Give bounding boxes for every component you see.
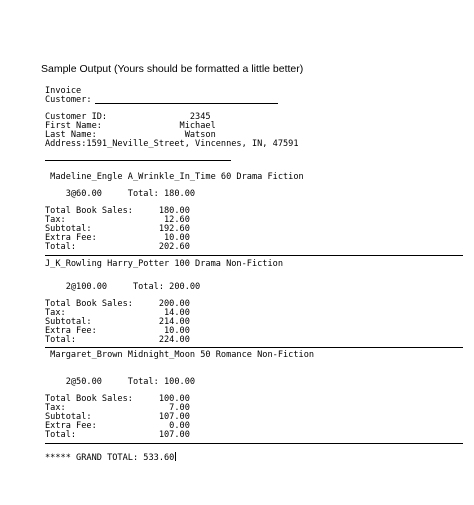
book-qty-line: 3@60.00 Total: 180.00 <box>45 189 196 199</box>
book-summary: Total Book Sales: 100.00 Tax: 7.00 Subtotal: 107.00 Extra Fee: 0.00 Total: 107.00 <box>45 394 190 440</box>
grand-total-row <box>45 447 176 465</box>
book-summary: Total Book Sales: 200.00 Tax: 14.00 Subtotal: 214.00 Extra Fee: 10.00 Total: 224.00 <box>45 299 190 345</box>
customer-label: Customer: <box>45 95 92 105</box>
invoice-title: Invoice <box>45 86 82 96</box>
book-divider <box>45 443 463 444</box>
customer-underline <box>95 103 278 104</box>
book-divider <box>45 347 463 348</box>
book-header: Madeline_Engle A_Wrinkle_In_Time 60 Drama Fiction <box>45 172 304 182</box>
book-header: J_K_Rowling Harry_Potter 100 Drama Non-Fiction <box>45 259 283 269</box>
book-divider <box>45 255 463 256</box>
address-divider <box>45 160 231 161</box>
last-name-line: Last Name: Watson <box>45 130 216 140</box>
grand-total: ***** GRAND TOTAL: 533.60 <box>45 453 175 463</box>
address-line: Address:1591_Neville_Street, Vincennes, IN, 47591 <box>45 139 299 149</box>
customer-id-line: Customer ID: 2345 <box>45 112 211 122</box>
book-qty-line: 2@100.00 Total: 200.00 <box>45 282 201 292</box>
book-header: Margaret_Brown Midnight_Moon 50 Romance Non-Fiction <box>45 350 315 360</box>
book-qty-line: 2@50.00 Total: 100.00 <box>45 377 196 387</box>
book-summary: Total Book Sales: 180.00 Tax: 12.60 Subtotal: 192.60 Extra Fee: 10.00 Total: 202.60 <box>45 206 190 252</box>
first-name-line: First Name: Michael <box>45 121 216 131</box>
sample-output-heading: Sample Output (Yours should be formatted a little better) <box>41 63 304 75</box>
text-cursor <box>175 452 176 461</box>
